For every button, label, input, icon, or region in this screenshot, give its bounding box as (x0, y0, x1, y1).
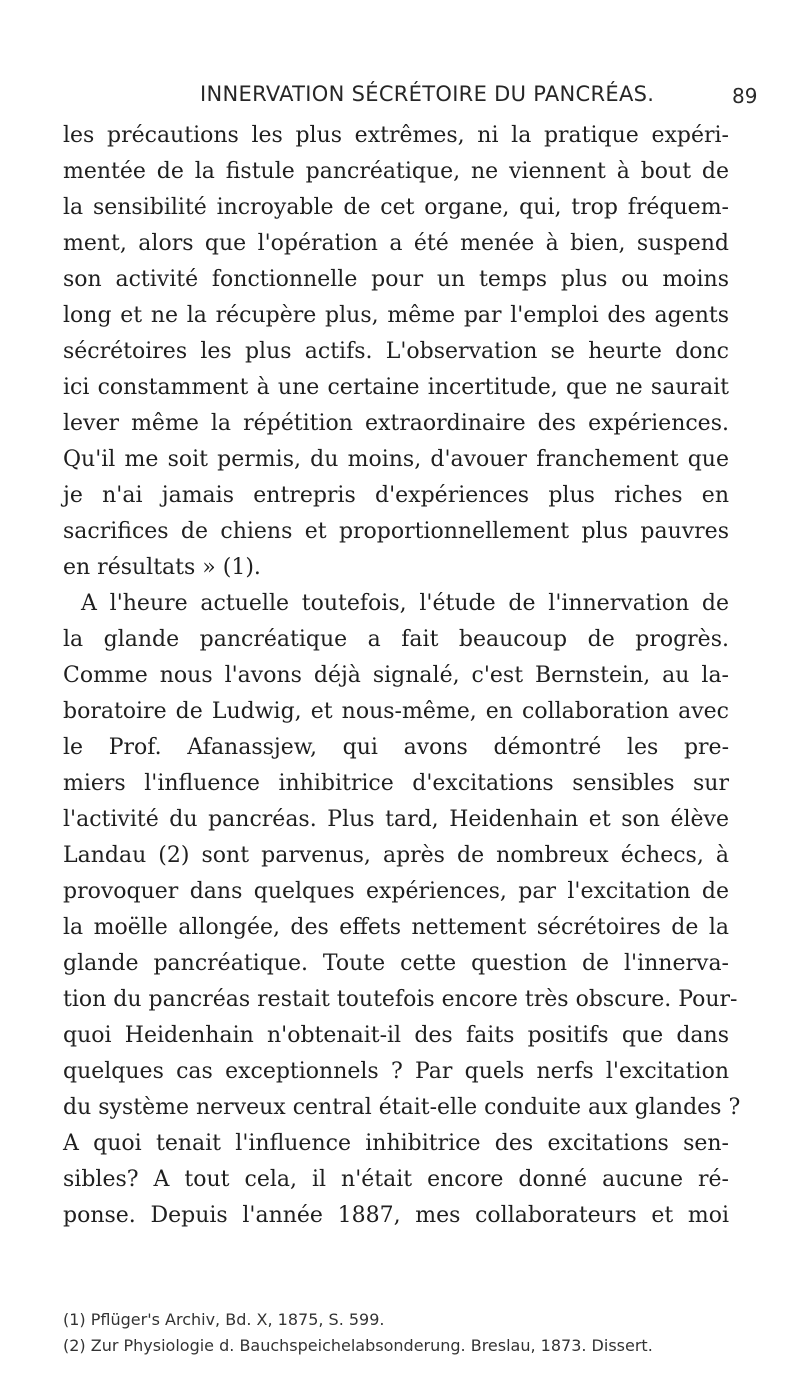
text-line: boratoire de Ludwig, et nous-même, en collaboration avec (63, 699, 729, 724)
text-line: A l'heure actuelle toutefois, l'étude de l'innervation de (81, 591, 729, 616)
footnotes (63, 1307, 773, 1359)
running-head (0, 82, 800, 116)
text-line: son activité fonctionnelle pour un temps plus ou moins (63, 267, 729, 292)
running-title: INNERVATION SÉCRÉTOIRE DU PANCRÉAS. (200, 82, 655, 106)
text-line: ici constamment à une certaine incertitude, que ne saurait (63, 375, 729, 400)
text-line: sécrétoires les plus actifs. L'observation se heurte donc (63, 339, 729, 364)
text-line: la glande pancréatique a fait beaucoup de progrès. (63, 627, 729, 652)
footnote-2: (2) Zur Physiologie d. Bauchspeichelabsonderung. Breslau, 1873. Dissert. (63, 1336, 653, 1355)
footnote-1: (1) Pflüger's Archiv, Bd. X, 1875, S. 599. (63, 1310, 385, 1329)
text-line: sibles? A tout cela, il n'était encore donné aucune ré- (63, 1167, 729, 1192)
text-line: je n'ai jamais entrepris d'expériences plus riches en (63, 483, 729, 508)
text-line: mentée de la fistule pancréatique, ne viennent à bout de (63, 159, 729, 184)
text-line: Landau (2) sont parvenus, après de nombreux échecs, à (63, 843, 729, 868)
text-line: provoquer dans quelques expériences, par l'excitation de (63, 879, 729, 904)
text-line: miers l'influence inhibitrice d'excitations sensibles sur (63, 771, 729, 796)
text-line: du système nerveux central était-elle conduite aux glandes ? (63, 1095, 741, 1120)
text-line: Qu'il me soit permis, du moins, d'avouer franchement que (63, 447, 729, 472)
text-line: la sensibilité incroyable de cet organe, qui, trop fréquem- (63, 195, 729, 220)
text-line: les précautions les plus extrêmes, ni la pratique expéri- (63, 123, 729, 148)
text-line: A quoi tenait l'influence inhibitrice des excitations sen- (63, 1131, 729, 1156)
page-number: 89 (732, 84, 758, 108)
body-text (63, 118, 741, 1234)
text-line: lever même la répétition extraordinaire des expériences. (63, 411, 729, 436)
text-line: glande pancréatique. Toute cette question de l'innerva- (63, 951, 729, 976)
text-line: Comme nous l'avons déjà signalé, c'est Bernstein, au la- (63, 663, 729, 688)
text-line: quoi Heidenhain n'obtenait-il des faits positifs que dans (63, 1023, 729, 1048)
text-line: la moëlle allongée, des effets nettement sécrétoires de la (63, 915, 729, 940)
text-line: long et ne la récupère plus, même par l'emploi des agents (63, 303, 729, 328)
text-line: sacrifices de chiens et proportionnellement plus pauvres (63, 519, 729, 544)
text-line: ment, alors que l'opération a été menée à bien, suspend (63, 231, 729, 256)
text-line: en résultats » (1). (63, 555, 261, 580)
text-line: le Prof. Afanassjew, qui avons démontré les pre- (63, 735, 729, 760)
text-line: ponse. Depuis l'année 1887, mes collaborateurs et moi (63, 1203, 729, 1228)
text-line: tion du pancréas restait toutefois encore très obscure. Pour- (63, 987, 738, 1012)
text-line: l'activité du pancréas. Plus tard, Heidenhain et son élève (63, 807, 729, 832)
text-line: quelques cas exceptionnels ? Par quels nerfs l'excitation (63, 1059, 729, 1084)
